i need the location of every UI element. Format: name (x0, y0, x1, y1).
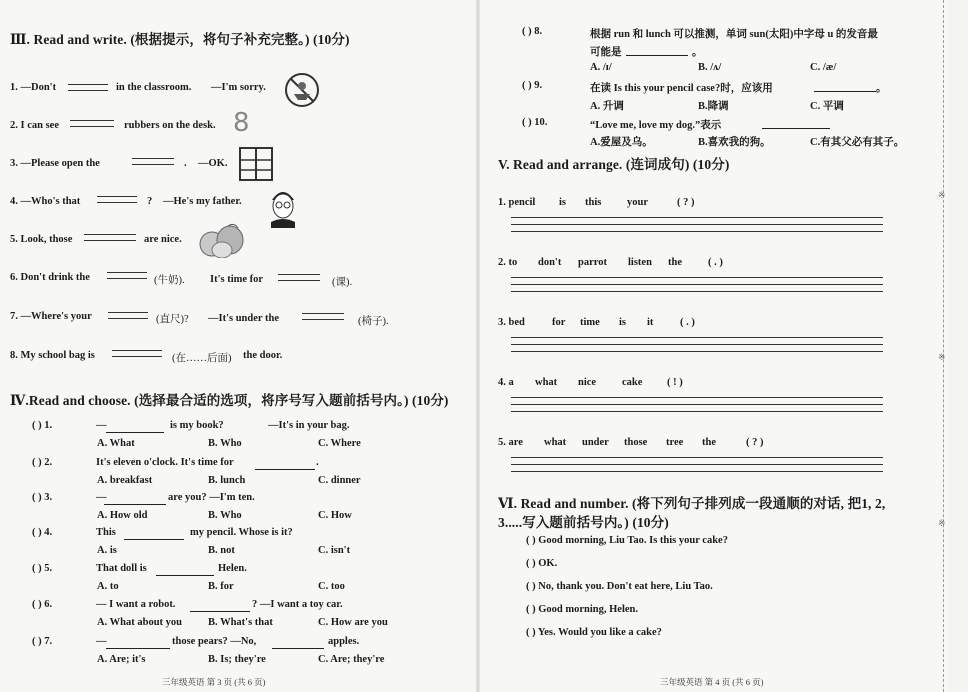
writing-line[interactable] (511, 231, 883, 232)
question-text: — (96, 492, 107, 503)
option-a[interactable]: A.爱屋及乌。 (590, 137, 653, 148)
edge-mark: ※ (938, 352, 946, 362)
option-b[interactable]: B. Who (208, 438, 242, 449)
question-text: — (96, 420, 107, 431)
answer-blank[interactable] (124, 539, 184, 540)
question-text: apples. (328, 636, 360, 647)
option-a[interactable]: A. Are; it's (97, 654, 146, 665)
option-b[interactable]: B. Is; they're (208, 654, 266, 665)
question-text: are you? —I'm ten. (168, 492, 255, 503)
answer-blank[interactable] (112, 350, 162, 357)
arrange-word: the (668, 257, 682, 268)
choice-number[interactable]: ( ) 4. (32, 527, 53, 538)
answer-blank[interactable] (106, 432, 164, 433)
option-a[interactable]: A. /ɪ/ (590, 62, 612, 73)
writing-line[interactable] (511, 291, 883, 292)
q4-text: 4. —Who's that (10, 196, 81, 207)
option-b[interactable]: B. Who (208, 510, 242, 521)
question-text: It's eleven o'clock. It's time for (96, 457, 234, 468)
answer-blank[interactable] (156, 575, 214, 576)
q3-text: . (184, 158, 187, 169)
page-3 (0, 0, 478, 692)
arrange-word: your (627, 197, 648, 208)
option-b[interactable]: B. not (208, 545, 235, 556)
q7-hint: (椅子). (358, 316, 389, 327)
dialogue-sentence[interactable]: ( ) Good morning, Helen. (526, 604, 638, 615)
q6-text: 6. Don't drink the (10, 272, 90, 283)
answer-blank[interactable] (272, 648, 324, 649)
section-4-title: Ⅳ.Read and choose. (选择最合适的选项，将序号写入题前括号内。) (10分) (10, 393, 449, 408)
choice-number[interactable]: ( ) 6. (32, 599, 53, 610)
q7-text: 7. —Where's your (10, 311, 92, 322)
option-b[interactable]: B.喜欢我的狗。 (698, 137, 771, 148)
arrange-word: time (580, 317, 600, 328)
edge-mark: ※ (938, 518, 946, 528)
option-c[interactable]: C. dinner (318, 475, 361, 486)
answer-blank[interactable] (108, 312, 148, 319)
arrange-word: is (619, 317, 627, 328)
arrange-word: 3. bed (498, 317, 525, 328)
writing-line[interactable] (511, 457, 883, 458)
option-b[interactable]: B. /ʌ/ (698, 62, 722, 73)
page-4-footer: 三年级英语 第 4 页 (共 6 页) (660, 677, 764, 687)
option-c[interactable]: C. Are; they're (318, 654, 385, 665)
choice-number[interactable]: ( ) 7. (32, 636, 53, 647)
writing-line[interactable] (511, 224, 883, 225)
writing-line[interactable] (511, 351, 883, 352)
answer-blank[interactable] (278, 274, 320, 281)
choice-number[interactable]: ( ) 2. (32, 457, 53, 468)
question-text: ? —I want a toy car. (252, 599, 343, 610)
answer-blank[interactable] (104, 504, 166, 505)
choice-number[interactable]: ( ) 1. (32, 420, 53, 431)
option-b[interactable]: B. for (208, 581, 234, 592)
answer-blank[interactable] (106, 648, 170, 649)
answer-blank[interactable] (84, 234, 136, 241)
arrange-word: this (585, 197, 602, 208)
choice-number[interactable]: ( ) 5. (32, 563, 53, 574)
question-text: 在读 Is this your pencil case?时，应该用 (590, 83, 773, 94)
q8-text: 8. My school bag is (10, 350, 95, 361)
writing-line[interactable] (511, 284, 883, 285)
dialogue-sentence[interactable]: ( ) OK. (526, 558, 558, 569)
dialogue-sentence[interactable]: ( ) No, thank you. Don't eat here, Liu Tao. (526, 581, 713, 592)
writing-line[interactable] (511, 344, 883, 345)
edge-mark: ※ (938, 190, 946, 200)
arrange-word: ( ? ) (677, 197, 695, 208)
question-text: 。 (876, 83, 887, 94)
binding-edge (943, 0, 946, 692)
father-face-icon (268, 186, 298, 228)
writing-line[interactable] (511, 471, 883, 472)
arrange-word: 4. a (498, 377, 514, 388)
q6-text: It's time for (210, 274, 264, 285)
arrange-word: ( . ) (680, 317, 695, 328)
arrange-word: parrot (578, 257, 607, 268)
page-fold (476, 0, 480, 692)
option-a[interactable]: A. How old (97, 510, 148, 521)
q1-text: 1. —Don't (10, 82, 57, 93)
no-eating-icon (284, 70, 320, 110)
question-text: those pears? —No, (172, 636, 257, 647)
choice-number[interactable]: ( ) 3. (32, 492, 53, 503)
q6-hint: (牛奶). (154, 275, 185, 286)
option-c[interactable]: C.有其父必有其子。 (810, 137, 905, 148)
q4-text: —He's my father. (163, 196, 242, 207)
option-c[interactable]: C. 平调 (810, 101, 844, 112)
pears-icon (198, 222, 246, 258)
answer-blank[interactable] (302, 313, 344, 320)
q1-text: —I'm sorry. (211, 82, 266, 93)
arrange-word: under (582, 437, 609, 448)
option-b[interactable]: B. lunch (208, 475, 246, 486)
q6-hint: (课). (332, 277, 353, 288)
option-a[interactable]: A. What about you (97, 617, 182, 628)
q3-text: 3. —Please open the (10, 158, 100, 169)
option-a[interactable]: A. is (97, 545, 117, 556)
option-c[interactable]: C. too (318, 581, 345, 592)
q7-hint: (直尺)? (156, 314, 189, 325)
choice-number[interactable]: ( ) 9. (522, 80, 543, 91)
option-a[interactable]: A. What (97, 438, 135, 449)
q8-text: the door. (243, 350, 283, 361)
option-b[interactable]: B. What's that (208, 617, 273, 628)
q5-text: 5. Look, those (10, 234, 73, 245)
arrange-word: those (624, 437, 648, 448)
writing-line[interactable] (511, 404, 883, 405)
dialogue-sentence[interactable]: ( ) Good morning, Liu Tao. Is this your cake? (526, 535, 728, 546)
window-icon (238, 146, 274, 182)
q2-text: 2. I can see (10, 120, 59, 131)
answer-blank[interactable] (626, 55, 688, 56)
section-6-title: Ⅵ. Read and number. (将下列句子排列成一段通顺的对话, 把1, 2, (498, 496, 886, 511)
option-c[interactable]: C. /æ/ (810, 62, 837, 73)
answer-blank[interactable] (762, 128, 830, 129)
arrange-word: cake (622, 377, 643, 388)
writing-line[interactable] (511, 464, 883, 465)
arrange-word: ( . ) (708, 257, 723, 268)
arrange-word: ( ? ) (746, 437, 764, 448)
page-3-footer: 三年级英语 第 3 页 (共 6 页) (162, 677, 266, 687)
q4-text: ? (147, 196, 153, 207)
arrange-word: 2. to (498, 257, 518, 268)
q5-text: are nice. (144, 234, 182, 245)
option-c[interactable]: C. Where (318, 438, 361, 449)
question-text: — I want a robot. (96, 599, 176, 610)
answer-blank[interactable] (190, 611, 250, 612)
answer-blank[interactable] (97, 196, 137, 203)
writing-line[interactable] (511, 337, 883, 338)
number-eight-icon: 8 (233, 108, 250, 138)
writing-line[interactable] (511, 411, 883, 412)
question-text: That doll is (96, 563, 147, 574)
arrange-word: listen (628, 257, 652, 268)
question-text: my pencil. Whose is it? (190, 527, 293, 538)
arrange-word: nice (578, 377, 597, 388)
q7-text: —It's under the (208, 313, 279, 324)
option-a[interactable]: A. 升调 (590, 101, 624, 112)
q2-text: rubbers on the desk. (124, 120, 216, 131)
q8-hint: (在……后面) (172, 353, 232, 364)
arrange-word: ( ! ) (667, 377, 683, 388)
choice-number[interactable]: ( ) 10. (522, 117, 548, 128)
option-a[interactable]: A. breakfast (97, 475, 153, 486)
writing-line[interactable] (511, 217, 883, 218)
writing-line[interactable] (511, 397, 883, 398)
arrange-word: 1. pencil (498, 197, 536, 208)
section-5-title: V. Read and arrange. (连词成句) (10分) (498, 157, 730, 172)
writing-line[interactable] (511, 277, 883, 278)
question-text: is my book? (170, 420, 224, 431)
question-text: 根据 run 和 lunch 可以推测，单词 sun(太阳)中字母 u 的发音最 (590, 29, 878, 40)
question-text: 。 (692, 47, 703, 58)
option-b[interactable]: B.降调 (698, 101, 729, 112)
answer-blank[interactable] (814, 91, 876, 92)
question-text: . (316, 457, 319, 468)
arrange-word: it (647, 317, 654, 328)
option-c[interactable]: C. How are you (318, 617, 388, 628)
dialogue-sentence[interactable]: ( ) Yes. Would you like a cake? (526, 627, 662, 638)
question-text: This (96, 527, 116, 538)
arrange-word: what (535, 377, 558, 388)
arrange-word: for (552, 317, 566, 328)
arrange-word: tree (666, 437, 684, 448)
option-a[interactable]: A. to (97, 581, 119, 592)
question-text: 可能是 (590, 47, 622, 58)
option-c[interactable]: C. isn't (318, 545, 351, 556)
q3-text: —OK. (198, 158, 228, 169)
question-text: Helen. (218, 563, 247, 574)
arrange-word: what (544, 437, 567, 448)
section-3-title: Ⅲ. Read and write. (根据提示，将句子补充完整。) (10分) (10, 32, 350, 47)
arrange-word: is (559, 197, 567, 208)
answer-blank[interactable] (255, 469, 315, 470)
q1-text: in the classroom. (116, 82, 192, 93)
answer-blank[interactable] (132, 158, 174, 165)
question-text: “Love me, love my dog.”表示 (590, 120, 722, 131)
choice-number[interactable]: ( ) 8. (522, 26, 543, 37)
option-c[interactable]: C. How (318, 510, 352, 521)
arrange-word: 5. are (498, 437, 523, 448)
section-6-title-line2: 3.....写入题前括号内。) (10分) (498, 515, 669, 530)
arrange-word: the (702, 437, 716, 448)
arrange-word: don't (538, 257, 562, 268)
answer-blank[interactable] (68, 84, 108, 91)
answer-blank[interactable] (107, 272, 147, 279)
answer-blank[interactable] (70, 120, 114, 127)
question-text: —It's in your bag. (268, 420, 350, 431)
question-text: — (96, 636, 107, 647)
